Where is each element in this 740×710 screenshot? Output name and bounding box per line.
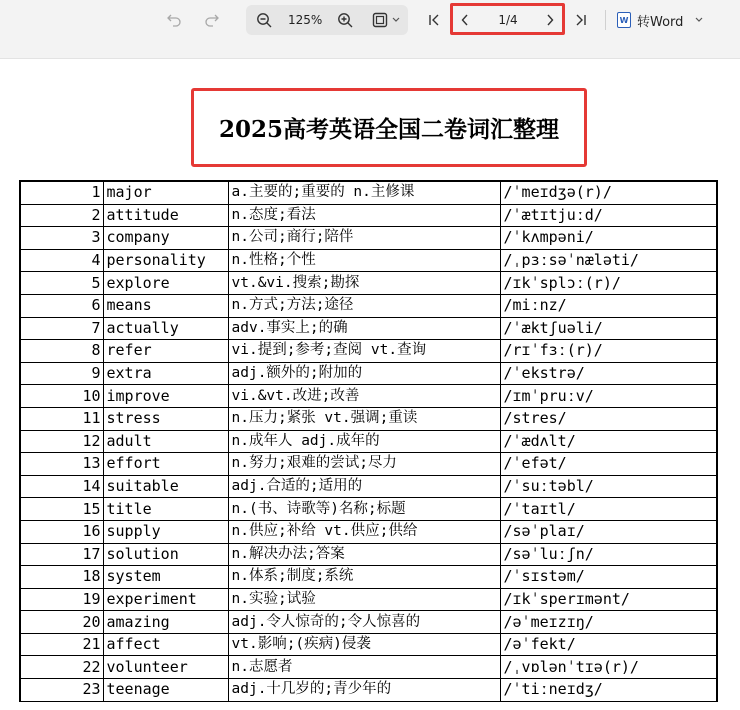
word-cell: means bbox=[103, 294, 228, 317]
row-number: 6 bbox=[20, 294, 103, 317]
table-row bbox=[20, 407, 717, 430]
chevron-down-icon bbox=[695, 17, 703, 23]
table-row bbox=[20, 520, 717, 543]
definition-cell: vt.&vi.搜索;勘探 bbox=[228, 272, 500, 295]
zoom-in-icon bbox=[337, 12, 353, 28]
definition-cell: vi.&vt.改进;改善 bbox=[228, 385, 500, 408]
last-page-icon bbox=[574, 13, 588, 27]
fit-page-button[interactable] bbox=[367, 6, 405, 34]
row-number: 18 bbox=[20, 566, 103, 589]
vocabulary-table bbox=[19, 180, 718, 702]
definition-cell: a.主要的;重要的 n.主修课 bbox=[228, 181, 500, 204]
row-number: 11 bbox=[20, 407, 103, 430]
redo-icon bbox=[204, 13, 220, 27]
word-file-icon: W bbox=[617, 12, 631, 28]
table-row bbox=[20, 227, 717, 250]
convert-word-label: 转Word bbox=[637, 14, 684, 30]
phonetic-cell: /ˈmeɪdʒə(r)/ bbox=[500, 181, 717, 204]
zoom-out-icon bbox=[256, 12, 272, 28]
definition-cell: vi.提到;参考;查阅 vt.查询 bbox=[228, 340, 500, 363]
table-row bbox=[20, 611, 717, 634]
word-cell: company bbox=[103, 227, 228, 250]
first-page-button[interactable] bbox=[421, 6, 447, 34]
zoom-out-button[interactable] bbox=[251, 6, 277, 34]
table-row bbox=[20, 543, 717, 566]
row-number: 3 bbox=[20, 227, 103, 250]
definition-cell: n.(书、诗歌等)名称;标题 bbox=[228, 498, 500, 521]
zoom-level[interactable]: 125% bbox=[288, 13, 323, 27]
definition-cell: adv.事实上;的确 bbox=[228, 317, 500, 340]
table-row bbox=[20, 204, 717, 227]
document-title-box bbox=[191, 88, 587, 167]
table-row bbox=[20, 475, 717, 498]
definition-cell: adj.额外的;附加的 bbox=[228, 362, 500, 385]
phonetic-cell: /ɪkˈsplɔː(r)/ bbox=[500, 272, 717, 295]
document-title: 2025高考英语全国二卷词汇整理 bbox=[218, 116, 559, 143]
word-cell: attitude bbox=[103, 204, 228, 227]
undo-button[interactable] bbox=[160, 6, 188, 34]
table-row bbox=[20, 566, 717, 589]
row-number: 20 bbox=[20, 611, 103, 634]
word-cell: amazing bbox=[103, 611, 228, 634]
phonetic-cell: /ˈædʌlt/ bbox=[500, 430, 717, 453]
phonetic-cell: /ˈsɪstəm/ bbox=[500, 566, 717, 589]
definition-cell: n.解决办法;答案 bbox=[228, 543, 500, 566]
phonetic-cell: /ˈætɪtjuːd/ bbox=[500, 204, 717, 227]
phonetic-cell: /miːnz/ bbox=[500, 294, 717, 317]
word-cell: adult bbox=[103, 430, 228, 453]
definition-cell: adj.合适的;适用的 bbox=[228, 475, 500, 498]
definition-cell: n.性格;个性 bbox=[228, 249, 500, 272]
word-cell: improve bbox=[103, 385, 228, 408]
word-cell: effort bbox=[103, 453, 228, 476]
definition-cell: n.供应;补给 vt.供应;供给 bbox=[228, 520, 500, 543]
last-page-button[interactable] bbox=[568, 6, 594, 34]
row-number: 21 bbox=[20, 633, 103, 656]
word-cell: stress bbox=[103, 407, 228, 430]
definition-cell: n.方式;方法;途径 bbox=[228, 294, 500, 317]
phonetic-cell: /əˈmeɪzɪŋ/ bbox=[500, 611, 717, 634]
word-cell: personality bbox=[103, 249, 228, 272]
phonetic-cell: /ˌvɒlənˈtɪə(r)/ bbox=[500, 656, 717, 679]
table-row bbox=[20, 430, 717, 453]
table-row bbox=[20, 317, 717, 340]
word-cell: affect bbox=[103, 633, 228, 656]
row-number: 10 bbox=[20, 385, 103, 408]
table-row bbox=[20, 340, 717, 363]
redo-button[interactable] bbox=[198, 6, 226, 34]
phonetic-cell: /ˈefət/ bbox=[500, 453, 717, 476]
row-number: 14 bbox=[20, 475, 103, 498]
convert-word-button[interactable] bbox=[617, 9, 703, 31]
toolbar-separator bbox=[605, 10, 606, 30]
definition-cell: n.体系;制度;系统 bbox=[228, 566, 500, 589]
phonetic-cell: /stres/ bbox=[500, 407, 717, 430]
page-nav-highlight bbox=[450, 3, 565, 35]
table-row bbox=[20, 633, 717, 656]
undo-icon bbox=[166, 13, 182, 27]
phonetic-cell: /ɪmˈpruːv/ bbox=[500, 385, 717, 408]
table-row bbox=[20, 453, 717, 476]
table-row bbox=[20, 656, 717, 679]
word-cell: refer bbox=[103, 340, 228, 363]
definition-cell: n.志愿者 bbox=[228, 656, 500, 679]
row-number: 23 bbox=[20, 679, 103, 702]
word-cell: experiment bbox=[103, 588, 228, 611]
phonetic-cell: /ˈsuːtəbl/ bbox=[500, 475, 717, 498]
phonetic-cell: /ˈtaɪtl/ bbox=[500, 498, 717, 521]
word-cell: suitable bbox=[103, 475, 228, 498]
table-row bbox=[20, 181, 717, 204]
table-row bbox=[20, 385, 717, 408]
phonetic-cell: /rɪˈfɜː(r)/ bbox=[500, 340, 717, 363]
zoom-in-button[interactable] bbox=[332, 6, 358, 34]
row-number: 4 bbox=[20, 249, 103, 272]
word-cell: teenage bbox=[103, 679, 228, 702]
row-number: 5 bbox=[20, 272, 103, 295]
phonetic-cell: /səˈplaɪ/ bbox=[500, 520, 717, 543]
row-number: 9 bbox=[20, 362, 103, 385]
word-cell: explore bbox=[103, 272, 228, 295]
row-number: 17 bbox=[20, 543, 103, 566]
table-row bbox=[20, 249, 717, 272]
row-number: 22 bbox=[20, 656, 103, 679]
phonetic-cell: /səˈluːʃn/ bbox=[500, 543, 717, 566]
word-cell: system bbox=[103, 566, 228, 589]
table-row bbox=[20, 498, 717, 521]
word-cell: solution bbox=[103, 543, 228, 566]
definition-cell: adj.令人惊奇的;令人惊喜的 bbox=[228, 611, 500, 634]
table-row bbox=[20, 272, 717, 295]
phonetic-cell: /əˈfekt/ bbox=[500, 633, 717, 656]
row-number: 16 bbox=[20, 520, 103, 543]
word-cell: title bbox=[103, 498, 228, 521]
phonetic-cell: /ˈkʌmpəni/ bbox=[500, 227, 717, 250]
row-number: 15 bbox=[20, 498, 103, 521]
table-row bbox=[20, 362, 717, 385]
word-cell: actually bbox=[103, 317, 228, 340]
definition-cell: n.压力;紧张 vt.强调;重读 bbox=[228, 407, 500, 430]
phonetic-cell: /ˈekstrə/ bbox=[500, 362, 717, 385]
phonetic-cell: /ɪkˈsperɪmənt/ bbox=[500, 588, 717, 611]
chevron-down-icon bbox=[392, 17, 400, 23]
row-number: 19 bbox=[20, 588, 103, 611]
definition-cell: adj.十几岁的;青少年的 bbox=[228, 679, 500, 702]
row-number: 1 bbox=[20, 181, 103, 204]
definition-cell: n.态度;看法 bbox=[228, 204, 500, 227]
row-number: 12 bbox=[20, 430, 103, 453]
toolbar bbox=[0, 0, 740, 59]
table-row bbox=[20, 294, 717, 317]
word-cell: volunteer bbox=[103, 656, 228, 679]
row-number: 13 bbox=[20, 453, 103, 476]
word-cell: supply bbox=[103, 520, 228, 543]
definition-cell: vt.影响;(疾病)侵袭 bbox=[228, 633, 500, 656]
fit-page-icon bbox=[372, 12, 388, 28]
definition-cell: n.成年人 adj.成年的 bbox=[228, 430, 500, 453]
phonetic-cell: /ˈæktʃuəli/ bbox=[500, 317, 717, 340]
table-row bbox=[20, 588, 717, 611]
definition-cell: n.努力;艰难的尝试;尽力 bbox=[228, 453, 500, 476]
row-number: 8 bbox=[20, 340, 103, 363]
definition-cell: n.实验;试验 bbox=[228, 588, 500, 611]
word-cell: extra bbox=[103, 362, 228, 385]
row-number: 2 bbox=[20, 204, 103, 227]
row-number: 7 bbox=[20, 317, 103, 340]
first-page-icon bbox=[427, 13, 441, 27]
phonetic-cell: /ˈtiːneɪdʒ/ bbox=[500, 679, 717, 702]
word-cell: major bbox=[103, 181, 228, 204]
definition-cell: n.公司;商行;陪伴 bbox=[228, 227, 500, 250]
phonetic-cell: /ˌpɜːsəˈnæləti/ bbox=[500, 249, 717, 272]
page-indicator[interactable]: 1/4 bbox=[498, 13, 518, 27]
table-row bbox=[20, 679, 717, 702]
